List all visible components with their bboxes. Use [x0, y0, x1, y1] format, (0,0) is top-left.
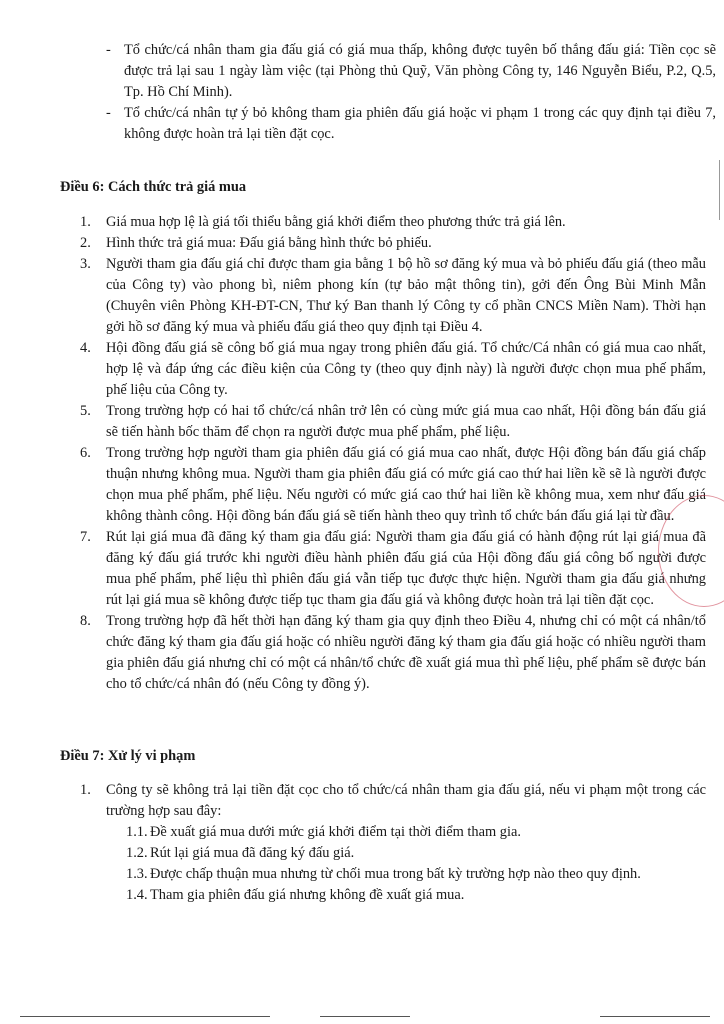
article-6-heading: Điều 6: Cách thức trả giá mua	[60, 179, 247, 195]
article-6-list	[80, 212, 706, 695]
bullet-dash: -	[106, 105, 111, 121]
article-7-heading: Điều 7: Xử lý vi phạm	[60, 748, 196, 764]
bullet-item	[96, 40, 716, 103]
item-number: 7.	[80, 529, 91, 545]
sub-item-text: Rút lại giá mua đã đăng ký đấu giá.	[150, 845, 355, 861]
sub-list	[106, 822, 706, 906]
item-number: 1.	[80, 782, 91, 798]
scan-edge-mark	[719, 160, 720, 220]
item-text: Trong trường hợp có hai tổ chức/cá nhân trở lên có cùng mức giá mua cao nhất, Hội đồng bán đấu giá sẽ tiến hành bốc thăm để chọn ra người được mua phế phẩm, phế liệu.	[106, 403, 706, 440]
item-text: Trong trường hợp người tham gia phiên đấu giá có giá mua cao nhất, được Hội đồng bán đấu giá chấp thuận nhưng không mua. Người tham gia phiên đấu giá có mức giá cao thứ hai liền kề sẽ là người được chọn mua phế phẩm, phế liệu. Nếu người có mức giá cao thứ hai liền kề không mua, xem như đấu giá không thành công. Hội đồng bán đấu giá sẽ tiến hành theo quy trình tổ chức bán đấu giá lại từ đầu.	[106, 445, 706, 524]
sub-list-item	[106, 843, 706, 864]
bullet-text: Tổ chức/cá nhân tham gia đấu giá có giá mua thấp, không được tuyên bố thắng đấu giá: Tiền cọc sẽ được trả lại sau 1 ngày làm việc (tại Phòng thủ Quỹ, Văn phòng Công ty, 146 Nguyễn Biểu, P.2, Q.5, Tp. Hồ Chí Minh).	[124, 42, 716, 100]
item-text: Trong trường hợp đã hết thời hạn đăng ký tham gia quy định theo Điều 4, nhưng chỉ có một cá nhân/tổ chức đăng ký tham gia đấu giá hoặc có nhiều người đăng ký tham gia đấu giá hoặc có nhiều người tham gia phiên đấu giá nhưng chỉ có một cá nhân/tổ chức đề xuất giá mua thì phế liệu, phế phẩm sẽ được bán cho tổ chức/cá nhân đó (nếu Công ty đồng ý).	[106, 613, 706, 692]
list-item	[80, 611, 706, 695]
item-number: 3.	[80, 256, 91, 272]
sub-item-text: Được chấp thuận mua nhưng từ chối mua trong bất kỳ trường hợp nào theo quy định.	[150, 866, 641, 882]
page-bottom-rule	[600, 1016, 710, 1017]
page-bottom-rule	[320, 1016, 410, 1017]
sub-item-number: 1.2.	[126, 845, 148, 861]
item-text: Hình thức trả giá mua: Đấu giá bằng hình thức bỏ phiếu.	[106, 235, 432, 251]
bullet-text: Tổ chức/cá nhân tự ý bỏ không tham gia phiên đấu giá hoặc vi phạm 1 trong các quy định tại điều 7, không được hoàn trả lại tiền đặt cọc.	[124, 105, 716, 142]
list-item	[80, 780, 706, 906]
page-bottom-rule	[20, 1016, 270, 1017]
list-item	[80, 212, 706, 233]
sub-item-number: 1.3.	[126, 866, 148, 882]
item-number: 5.	[80, 403, 91, 419]
list-item	[80, 338, 706, 401]
sub-item-number: 1.1.	[126, 824, 148, 840]
item-text: Công ty sẽ không trả lại tiền đặt cọc cho tổ chức/cá nhân tham gia đấu giá, nếu vi phạm một trong các trường hợp sau đây:	[106, 782, 706, 819]
sub-item-text: Đề xuất giá mua dưới mức giá khởi điểm tại thời điểm tham gia.	[150, 824, 521, 840]
sub-list-item	[106, 822, 706, 843]
item-text: Người tham gia đấu giá chỉ được tham gia bằng 1 bộ hồ sơ đăng ký mua và bỏ phiếu đấu giá (theo mẫu của Công ty) vào phong bì, niêm phong kín (tự bảo mật thông tin), gởi đến Ông Bùi Minh Mẫn (Chuyên viên Phòng KH-ĐT-CN, Thư ký Ban thanh lý Công ty cổ phần CNCS Miền Nam). Thời hạn gởi hồ sơ đăng ký mua và phiếu đấu giá theo quy định tại Điều 4.	[106, 256, 706, 335]
sub-item-number: 1.4.	[126, 887, 148, 903]
bullet-dash: -	[106, 42, 111, 58]
sub-list-item	[106, 864, 706, 885]
item-text: Hội đồng đấu giá sẽ công bố giá mua ngay trong phiên đấu giá. Tổ chức/Cá nhân có giá mua cao nhất, hợp lệ và đáp ứng các điều kiện của Công ty (theo quy định này) là người được chọn mua phế phẩm, phế liệu của Công ty.	[106, 340, 706, 398]
list-item	[80, 527, 706, 611]
item-number: 2.	[80, 235, 91, 251]
item-number: 6.	[80, 445, 91, 461]
item-number: 1.	[80, 214, 91, 230]
item-text: Giá mua hợp lệ là giá tối thiểu bằng giá khởi điểm theo phương thức trả giá lên.	[106, 214, 566, 230]
deposit-bullet-list	[96, 40, 716, 145]
list-item	[80, 233, 706, 254]
item-number: 8.	[80, 613, 91, 629]
list-item	[80, 401, 706, 443]
item-number: 4.	[80, 340, 91, 356]
article-7-list	[80, 780, 706, 906]
item-text: Rút lại giá mua đã đăng ký tham gia đấu giá: Người tham gia đấu giá có hành động rút lại giá mua đã đăng ký đấu giá trước khi người điều hành phiên đấu giá của Hội đồng đấu giá công bố người được mua phế phẩm, phế liệu thì phiên đấu giá vẫn tiếp tục được thực hiện. Người tham gia đấu giá nhưng rút lại giá mua sẽ không được tiếp tục tham gia đấu giá và không được hoàn trả lại tiền đặt cọc.	[106, 529, 706, 608]
sub-list-item	[106, 885, 706, 906]
sub-item-text: Tham gia phiên đấu giá nhưng không đề xuất giá mua.	[150, 887, 465, 903]
list-item	[80, 443, 706, 527]
list-item	[80, 254, 706, 338]
bullet-item	[96, 103, 716, 145]
